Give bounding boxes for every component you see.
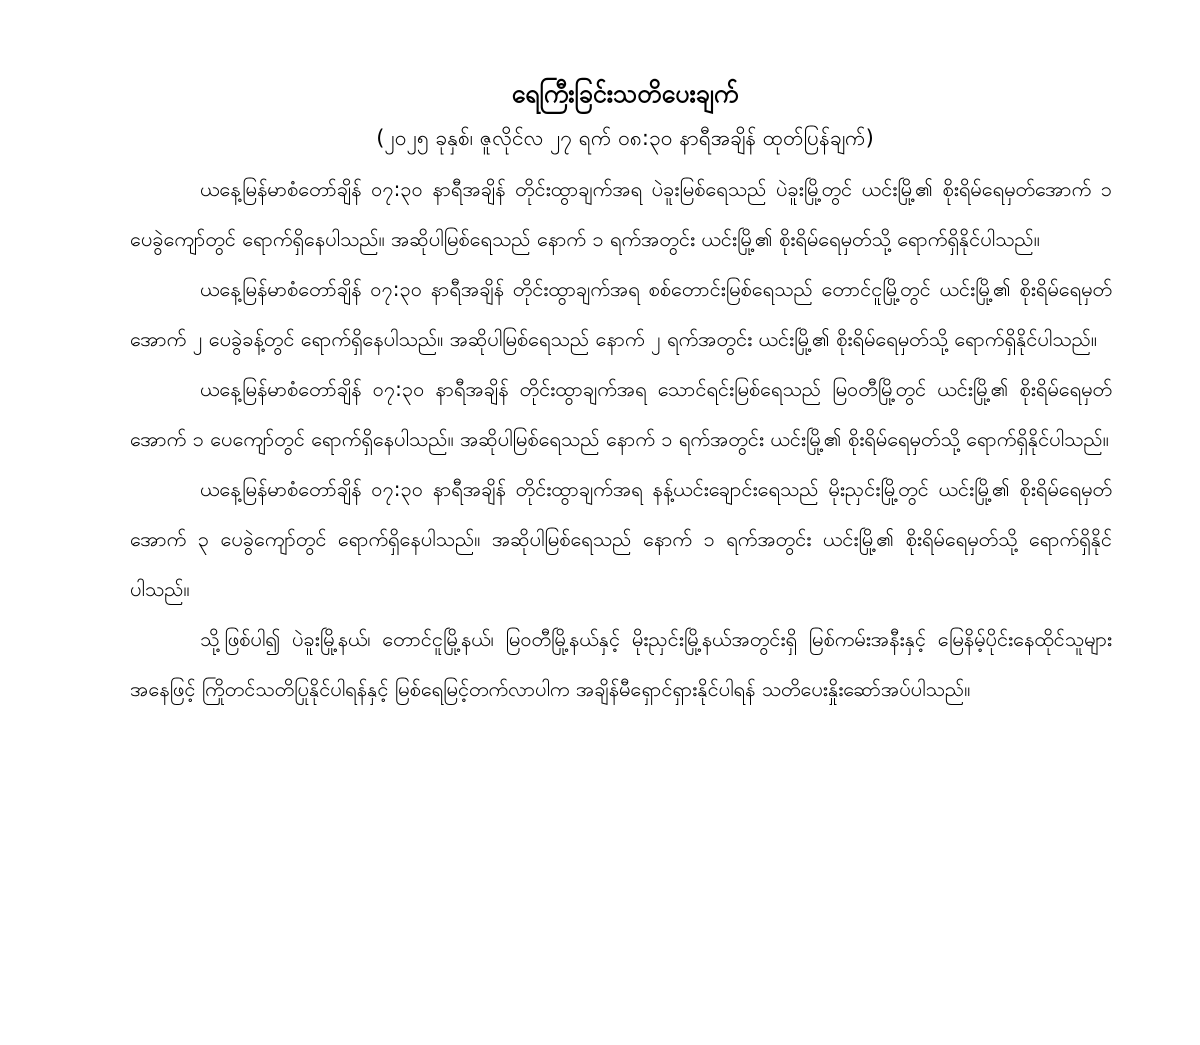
document-title: ရေကြီးခြင်းသတိပေးချက် [511, 79, 739, 108]
paragraph-sittaung-river: ယနေ့မြန်မာစံတော်ချိန် ၀၇:၃၀ နာရီအချိန် တိုင်းထွာချက်အရ စစ်တောင်းမြစ်ရေသည် တောင်ငူမြို့တွင် ယင်းမြို့၏ စိုးရိမ်ရေမှတ်အောက် ၂ ပေခွဲခန့်တွင် ရောက်ရှိနေပါသည်။ အဆိုပါမြစ်ရေသည် နောက် ၂ ရက်အတွင်း ယင်းမြို့၏ စိုးရိမ်ရေမှတ်သို့ ရောက်ရှိနိုင်ပါသည်။ [130, 277, 1112, 351]
paragraph-warning-advice: သို့ဖြစ်ပါ၍ ပဲခူးမြို့နယ်၊ တောင်ငူမြို့နယ်၊ မြဝတီမြို့နယ်နှင့် မိုးညှင်းမြို့နယ်အတွင်းရှိ မြစ်ကမ်းအနီးနှင့် မြေနိမ့်ပိုင်းနေထိုင်သူများအနေဖြင့် ကြိုတင်သတိပြုနိုင်ပါရန်နှင့် မြစ်ရေမြင့်တက်လာပါက အချိန်မီရှောင်ရှားနိုင်ပါရန် သတိပေးနှိုးဆော်အပ်ပါသည်။ [130, 627, 1112, 701]
paragraph-pegu-river: ယနေ့မြန်မာစံတော်ချိန် ၀၇:၃၀ နာရီအချိန် တိုင်းထွာချက်အရ ပဲခူးမြစ်ရေသည် ပဲခူးမြို့တွင် ယင်းမြို့၏ စိုးရိမ်ရေမှတ်အောက် ၁ ပေခွဲကျော်တွင် ရောက်ရှိနေပါသည်။ အဆိုပါမြစ်ရေသည် နောက် ၁ ရက်အတွင်း ယင်းမြို့၏ စိုးရိမ်ရေမှတ်သို့ ရောက်ရှိနိုင်ပါသည်။ [130, 177, 1112, 251]
paragraph-thaungyin-river: ယနေ့မြန်မာစံတော်ချိန် ၀၇:၃၀ နာရီအချိန် တိုင်းထွာချက်အရ သောင်ရင်းမြစ်ရေသည် မြဝတီမြို့တွင် ယင်းမြို့၏ စိုးရိမ်ရေမှတ်အောက် ၁ ပေကျော်တွင် ရောက်ရှိနေပါသည်။ အဆိုပါမြစ်ရေသည် နောက် ၁ ရက်အတွင်း ယင်းမြို့၏ စိုးရိမ်ရေမှတ်သို့ ရောက်ရှိနိုင်ပါသည်။ [130, 377, 1112, 451]
paragraph-namyin-creek: ယနေ့မြန်မာစံတော်ချိန် ၀၇:၃၀ နာရီအချိန် တိုင်းထွာချက်အရ နန့်ယင်းချောင်းရေသည် မိုးညှင်းမြို့တွင် ယင်းမြို့၏ စိုးရိမ်ရေမှတ်အောက် ၃ ပေခွဲကျော်တွင် ရောက်ရှိနေပါသည်။ အဆိုပါမြစ်ရေသည် နောက် ၁ ရက်အတွင်း ယင်းမြို့၏ စိုးရိမ်ရေမှတ်သို့ ရောက်ရှိနိုင်ပါသည်။ [130, 477, 1112, 601]
document-subtitle: (၂၀၂၅ ခုနှစ်၊ ဇူလိုင်လ ၂၇ ရက် ၀၈:၃၀ နာရီအချိန် ထုတ်ပြန်ချက်) [376, 126, 874, 150]
document-body [130, 72, 1112, 714]
